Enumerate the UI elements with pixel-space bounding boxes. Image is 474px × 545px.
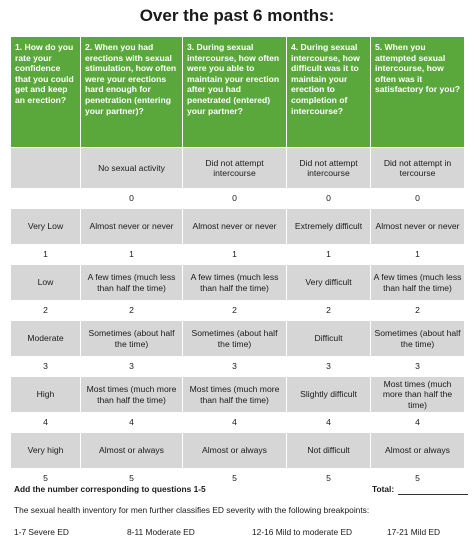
table-cell: A few times (much less than half the time)	[183, 265, 287, 301]
table-cell: 4	[371, 413, 465, 433]
instruction-text: Add the number corresponding to questions 1-5	[14, 484, 206, 494]
table-row	[11, 189, 465, 209]
table-cell: 3	[81, 357, 183, 377]
table-cell: 3	[183, 357, 287, 377]
table-cell: 2	[287, 301, 371, 321]
table-cell	[11, 148, 81, 189]
breakpoint-severe: 1-7 Severe ED	[14, 527, 69, 537]
table-cell: 0	[371, 189, 465, 209]
question-header: 5. When you attempted sexual intercourse, how often was it satisfactory for you?	[371, 37, 465, 148]
table-cell: Almost never or never	[183, 209, 287, 245]
table-cell: 1	[11, 245, 81, 265]
table-cell: 0	[81, 189, 183, 209]
table-cell: High	[11, 377, 81, 413]
table-cell: Did not attempt intercourse	[183, 148, 287, 189]
table-cell: 1	[371, 245, 465, 265]
table-cell: Almost never or never	[81, 209, 183, 245]
table-cell: Did not attempt in tercourse	[371, 148, 465, 189]
table-cell: Not difficult	[287, 433, 371, 469]
table-row	[11, 433, 465, 469]
table-cell: Almost or always	[371, 433, 465, 469]
table-cell: Most times (much more than half the time)	[371, 377, 465, 413]
table-cell	[11, 189, 81, 209]
table-cell: 1	[183, 245, 287, 265]
table-row	[11, 377, 465, 413]
total-field[interactable]	[398, 494, 468, 495]
table-row	[11, 209, 465, 245]
table-cell: Very difficult	[287, 265, 371, 301]
table-cell: 5	[287, 469, 371, 489]
questionnaire-table	[10, 36, 465, 489]
table-cell: Moderate	[11, 321, 81, 357]
table-row	[11, 148, 465, 189]
table-cell: 0	[287, 189, 371, 209]
table-cell: Very Low	[11, 209, 81, 245]
table-cell: Sometimes (about half the time)	[81, 321, 183, 357]
table-row	[11, 265, 465, 301]
question-header: 4. During sexual intercourse, how difficult was it to maintain your erection to completion of intercourse?	[287, 37, 371, 148]
table-cell: Almost or always	[183, 433, 287, 469]
breakpoints-note: The sexual health inventory for men further classifies ED severity with the following breakpoints:	[14, 505, 370, 515]
table-cell: A few times (much less than half the time)	[81, 265, 183, 301]
table-cell: Most times (much more than half the time)	[81, 377, 183, 413]
table-row	[11, 245, 465, 265]
table-cell: 0	[183, 189, 287, 209]
table-cell: Did not attempt intercourse	[287, 148, 371, 189]
table-cell: Slightly difficult	[287, 377, 371, 413]
table-cell: 4	[287, 413, 371, 433]
breakpoint-moderate: 8-11 Moderate ED	[127, 527, 195, 537]
table-cell: 5	[81, 469, 183, 489]
table-cell: Low	[11, 265, 81, 301]
table-cell: 3	[371, 357, 465, 377]
table-row	[11, 357, 465, 377]
total-label: Total:	[372, 484, 395, 494]
table-cell: 2	[183, 301, 287, 321]
question-header: 3. During sexual intercourse, how often were you able to maintain your erection after you had penetrated (entered) your partner?	[183, 37, 287, 148]
table-cell: Difficult	[287, 321, 371, 357]
table-cell: 4	[183, 413, 287, 433]
table-cell: Extremely difficult	[287, 209, 371, 245]
table-cell: 2	[81, 301, 183, 321]
table-cell: 5	[371, 469, 465, 489]
table-cell: 2	[11, 301, 81, 321]
table-cell: 1	[287, 245, 371, 265]
table-cell: Almost or always	[81, 433, 183, 469]
table-cell: 4	[11, 413, 81, 433]
table-cell: 2	[371, 301, 465, 321]
table-cell: Sometimes (about half the time)	[183, 321, 287, 357]
table-cell: 1	[81, 245, 183, 265]
breakpoint-mild-moderate: 12-16 Mild to moderate ED	[252, 527, 353, 537]
table-cell: 5	[11, 469, 81, 489]
table-cell: Very high	[11, 433, 81, 469]
question-header: 1. How do you rate your confidence that you could get and keep an erection?	[11, 37, 81, 148]
total-row	[14, 484, 460, 494]
table-row	[11, 321, 465, 357]
table-cell: 3	[287, 357, 371, 377]
question-header: 2. When you had erections with sexual stimulation, how often were your erections hard enough for penetration (entering your partner)?	[81, 37, 183, 148]
table-cell: No sexual activity	[81, 148, 183, 189]
table-cell: 5	[183, 469, 287, 489]
table-cell: A few times (much less than half the time)	[371, 265, 465, 301]
table-row	[11, 301, 465, 321]
table-cell: 3	[11, 357, 81, 377]
table-cell: 4	[81, 413, 183, 433]
table-row	[11, 413, 465, 433]
page-title: Over the past 6 months:	[139, 6, 335, 25]
breakpoint-mild: 17-21 Mild ED	[387, 527, 441, 537]
table-cell: Almost never or never	[371, 209, 465, 245]
table-cell: Most times (much more than half the time)	[183, 377, 287, 413]
table-cell: Sometimes (about half the time)	[371, 321, 465, 357]
header-row	[11, 37, 465, 148]
